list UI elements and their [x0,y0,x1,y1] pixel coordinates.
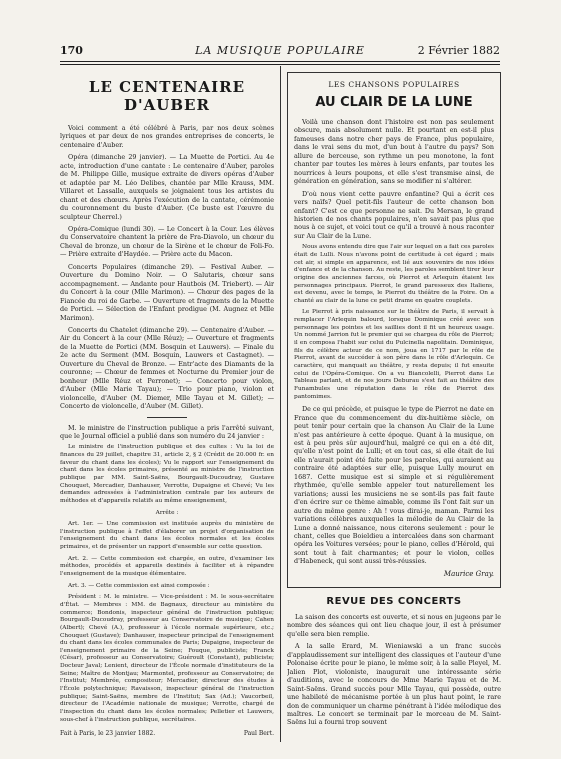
opera-comique-paragraph: Opéra-Comique (lundi 30). — Le Concert à la Cour. Les élèves du Conservatoire chantent la prière de Fra-Diavolo, un chœur du Cheval de bronze, un chœur de la Sirène et le chœur de Foli-Fo. — Prière extraite d'Haydée. — Prière acte du Macon. [60,224,274,259]
left-column [60,72,274,742]
song-p2: D'où nous vient cette pauvre enfantine? Qui a écrit ces vers naïfs? Quel petit-fils l'auteur de cette chanson bon enfant? C'est ce que personne ne sait. Du Mersan, le grand historien de nos chants populaires, n'en savait pas plus que nous à ce sujet, et voici tout ce qu'il a trouvé à nous raconter sur Au Clair de la Lune. [294,189,494,240]
article-title-auber: LE CENTENAIRE D'AUBER [88,78,246,114]
song-p1: Voilà une chanson dont l'histoire est non pas seulement obscure, mais absolument nulle. Et pourtant en est-il plus fameuses dans notre cher pays de France, plus populaire, dans le vrai sens du mot, d'un bout à l'autre du pays? Son allure de berceuse, son rythme un peu monotone, la font chanter par toutes les mères à leurs enfants, par toutes les nourrices à leurs poupons, et elle s'est transmise ainsi, de génération en génération, sans se modifier ni s'altérer. [294,118,494,186]
decree-art1: Art. 1er. — Une commission est instituée auprès du ministère de l'instruction publique à l'effet d'élaborer un projet d'organisation de l'enseignement du chant dans les écoles normales et les écoles primaires, et de présenter un rapport d'ensemble sur cette question. [60,521,274,551]
concerts-populaires-paragraph: Concerts Populaires (dimanche 29). — Festival Auber. — Ouverture du Domino Noir. — O Salutaris, chœur sans accompagnement. — Andante pour Hautbois (M. Triebert). — Air du Concert à la cour (Mlle Marimon). — Chœur des pages de la Fiancée du roi de Garbe. — Ouverture et fragments de la Muette de Portici. — Sélection de l'Enfant prodigue (M. Augnez et Mlle Marimon). [60,262,274,322]
song-article-box [287,72,501,588]
right-column [287,72,501,742]
chatelet-paragraph: Concerts du Chatelet (dimanche 29). — Centenaire d'Auber. — Air du Concert à la cour (Mlle Réuz); — Ouverture et fragments de la Muette de Portici (MM. Bosquin et Lauwers). — Finale du 2e acte du Serment (MM. Bosquin, Lauwers et Castagnet). — Ouverture du Cheval de Bronze. — Entr'acte des Diamants de la couronne; — Chœur de femmes et Nocturne du Premier jour de bonheur (Mlle Réuz et Perronet); — Concerto pour violon, d'Auber (Mlle Marie Tayau); — Trio pour piano, violon et violoncelle, d'Auber (M. Diemer, Mlle Tayau et M. Gillet); — Concerto de violoncelle, d'Auber (M. Gillet). [60,325,274,411]
page-header [60,44,500,60]
section-divider [147,417,187,418]
header-rule-double [60,64,500,65]
review-p1: La saison des concerts est ouverte, et si nous en jugeons par le nombre des séances qui ont lieu chaque jour, il est à présumer qu'elle sera bien remplie. [287,613,501,638]
decree-intro: M. le ministre de l'instruction publique a pris l'arrêté suivant, que le Journal officiel a publié dans son numéro du 24 janvier : [60,423,274,440]
closing-place: Fait à Paris, le 23 janvier 1882. [60,730,156,738]
decree-art2: Art. 2. — Cette commission est chargée, en outre, d'examiner les méthodes, procédés et appareils destinés à faciliter et à répandre l'enseignement de la musique élémentaire. [60,555,274,578]
page-number: 170 [60,44,83,57]
review-p2: A la salle Erard, M. Wieniawski a un franc succès d'applaudissement sur intelligent des classiques et l'auteur d'une Polonaise écrite pour le piano, le même soir, à la salle Pleyel, M. Jalien Plot, violoniste, inaugurait une intéressante série d'auditions, avec le concours de Mme Marie Tayau et de M. Saint-Saëns. Grand succès pour Mlle Tayau, qui possède, outre une habileté de mécanisme portée à un plus haut point, le rare don de communiquer un charme pénétrant à l'idée mélodique des maîtres. Le concert se terminait par le morceau de M. Saint-Saëns lui a fourni trop souvent [287,642,501,727]
issue-date: 2 Février 1882 [417,44,500,57]
decree-art3: Art. 3. — Cette commission est ainsi composée : [68,582,210,589]
song-p5: De ce qui précède, et puisque le type de Pierrot ne date en France que du commencement du dix-huitième siècle, on peut tenir pour certain que la chanson Au Clair de la Lune n'est pas antérieure à cette époque. Quant à la musique, on est à peu près sûr aujourd'hui, malgré ce qui en a été dit, qu'elle n'est point de Lulli; et en tout cas, si elle était de lui elle n'aurait point été faite pour les paroles, qui auraient au contraire été adaptées sur elle, puisque Lully mourut en 1687. Cette musique est si simple et si régulièrement rhythmée, qu'elle semble appeler tout naturellement les variations; aussi les musiciens ne se sont-ils pas fait faute d'en écrire sur ce thème aimable, comme ils l'ont fait sur un autre du même genre : Ah ! vous dirai-je, maman. Parmi les variations célèbres auxquelles la mélodie de Au Clair de la Lune a donné naissance, nous citerons seulement : pour le chant, celles que Boieldieu a intercalées dans son charmant opéra les Voitures versées; pour le piano, celles d'Hérold, qui sont tout à fait charmantes; et pour le violon, celles d'Habeneck, qui sont aussi très-réussies. [294,405,494,566]
song-p4: Le Pierrot à pris naissance sur le théâtre de Paris, il servait à remplacer l'Arlequin balourd, lorsque Dominique créé avec son personnage les pointes et les saillies dont il fit un heureux usage. Un nommé Jarrion fut le premier qui se chargea du rôle de Pierrot; il en composa l'habit sur celui du Pulcinella napolitain. Dominique, fils du célèbre acteur de ce nom, joua en 1717 par le rôle de Pierrot, avant de succéder à son père dans le rôle d'Arlequin. Ce caractère, qui manquait au théâtre, y resta depuis; il fut ensuite celui de l'Opéra-Comique. On a vu Biancolelli, Pierrot dans Le Tableau parlant, et de nos jours Deburau s'est fait au théâtre des Funambules une réputation dans le rôle de Pierrot des pantomimes. [294,309,494,400]
journal-title: LA MUSIQUE POPULAIRE [195,44,365,57]
commission-members: Président : M. le ministre. — Vice-président : M. le sous-secrétaire d'État. — Membres : MM. de Bagnaux, directeur au ministère du commerce; Bondonis, inspecteur général de l'instruction publique; Bourgault-Ducoudray, professeur au Conservatoire de musique; Cahen (Albert); Chevé (A.), professeur à l'école normale supérieure, etc.; Chouquet (Gustave); Danhauser, inspecteur principal de l'enseignement du chant dans les écoles communales de Paris; Dupaigne, inspecteur de l'enseignement primaire de la Seine; Fouque, publiciste; Franck (César), professeur au Conservatoire; Guéroult (Constant), publiciste; Docteur Javal; Lenient, directeur de l'École normale d'instituteurs de la Seine; Maître de Montjau; Marmontel, professeur au Conservatoire; de l'Institut; Membrée, compositeur; Mercadier, directeur des études à l'École polytechnique; Ravaisson, inspecteur général de l'instruction publique; Saint-Saëns, membre de l'Institut; Sax (Ad.); Vaucorbeil, directeur de l'Académie nationale de musique; Verrotte, chargé de l'inspection du chant dans les écoles normales; Pelletier et Lauwers, sous-chef à l'instruction publique, secrétaires. [60,594,274,723]
intro-paragraph: Voici comment a été célébré à Paris, par nos deux scènes lyriques et par deux de nos grandes entreprises de concerts, le centenaire d'Auber. [60,124,274,149]
decree-closing [60,730,274,738]
header-rule [60,61,500,62]
song-p3: Nous avons entendu dire que l'air sur lequel on a fait ces paroles était de Lulli. Nous n'avons point de certitude à cet égard ; mais cet air, si simple en apparence, est lié aux souvenirs de nos idées d'enfance et de la chanson. Au reste, les paroles semblent tirer leur origine des anciennes farces, où Pierrot et Arlequin étaient les personnages principaux. Pierrot, le grand paresseux des Italiens, est devenu, avec le temps, le Pierrot du théâtre de la Foire. On a chanté au clair de la lune ce petit drame en quatre couplets. [294,244,494,304]
column-separator [280,66,281,742]
author-signature: Maurice Gray. [443,569,494,578]
opera-paragraph: Opéra (dimanche 29 janvier). — La Muette de Portici. Au 4e acte, introduction d'une cantate : Le centenaire d'Auber, paroles de M. Philippe Gille, musique extraite de divers opéras d'Auber et adaptée par M. Léo Delibes, chantée par Mlle Krauss, MM. Villaret et Lassalle, auxquels se joignaient tous les artistes du chant et des chœurs. Après l'exécution de la cantate, cérémonie du couronnement du buste d'Auber. (Ce buste est l'œuvre du sculpteur Cherrel.) [60,153,274,221]
review-title: REVUE DES CONCERTS [326,596,462,607]
closing-signature: Paul Bert. [243,730,274,738]
song-title: AU CLAIR DE LA LUNE [315,95,473,110]
section-kicker: LES CHANSONS POPULAIRES [328,80,460,89]
decree-arrete: Arrête : [155,509,179,516]
decree-body: Le ministre de l'instruction publique et des cultes : Vu la loi de finances du 29 juillet, chapitre 31, article 2, § 2 (Crédit de 20.000 fr. en faveur du chant dans les écoles); Vu le rapport sur l'enseignement du chant dans les écoles primaires, présenté au ministre de l'instruction publique par MM. Saint-Saëns, Bourgault-Ducoudray, Gustave Chouquet, Mercadier, Danhauser, Verrotte, Dupaigne et Chevé; Vu les demandes adressées à l'administration centrale par les auteurs de méthodes et d'appareils relatifs au même enseignement, [60,444,274,504]
